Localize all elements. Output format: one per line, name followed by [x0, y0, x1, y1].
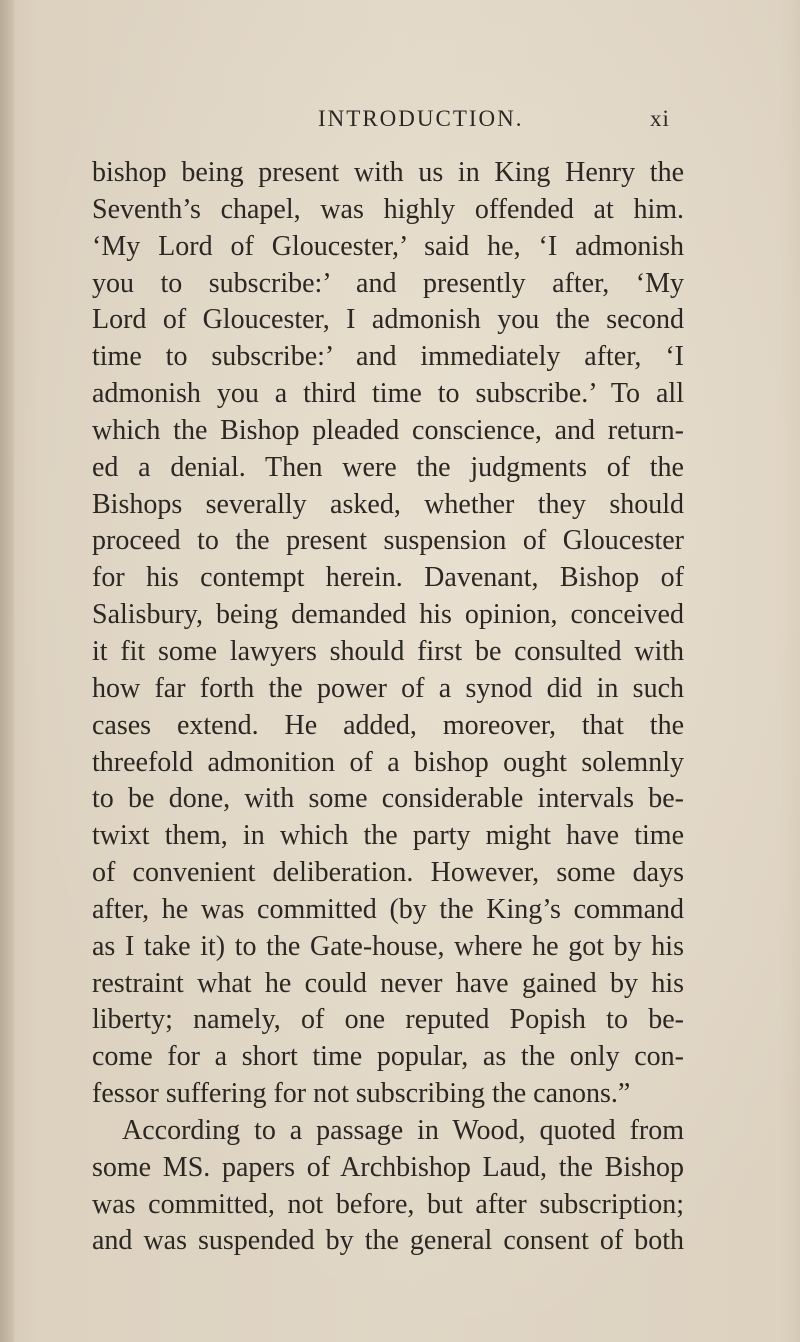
text-line: bishop being present with us in King Henry the: [92, 157, 684, 188]
text-line: you to subscribe:’ and presently after, ‘My: [92, 267, 684, 299]
text-line: as I take it) to the Gate-house, where he got by his: [92, 930, 684, 962]
text-line: time to subscribe:’ and immediately after, ‘I: [92, 341, 684, 373]
text-line: Bishops severally asked, whether they should: [92, 488, 684, 520]
text-line: admonish you a third time to subscribe.’ To all: [92, 378, 684, 410]
page-gutter: [0, 0, 14, 1342]
text-line: and was suspended by the general consent of both: [92, 1225, 684, 1257]
text-line: threefold admonition of a bishop ought solemnly: [92, 746, 684, 778]
text-line: was committed, not before, but after subscription;: [92, 1188, 684, 1220]
text-line: come for a short time popular, as the only con-: [92, 1041, 684, 1073]
text-line: of convenient deliberation. However, some days: [92, 857, 684, 889]
running-title: INTRODUCTION.: [318, 106, 524, 131]
paragraph-start-line: According to a passage in Wood, quoted from: [122, 1114, 684, 1146]
text-line: which the Bishop pleaded conscience, and return-: [92, 414, 684, 446]
text-line: Seventh’s chapel, was highly offended at him.: [92, 193, 684, 225]
paragraph-end-line: fessor suffering for not subscribing the canons.”: [92, 1078, 631, 1110]
text-line: proceed to the present suspension of Gloucester: [92, 525, 684, 557]
text-line: Salisbury, being demanded his opinion, conceived: [92, 599, 684, 631]
text-line: to be done, with some considerable intervals be-: [92, 783, 684, 815]
text-line: how far forth the power of a synod did in such: [92, 672, 684, 704]
text-line: some MS. papers of Archbishop Laud, the Bishop: [92, 1151, 684, 1183]
text-line: ‘My Lord of Gloucester,’ said he, ‘I admonish: [92, 230, 684, 262]
text-line: after, he was committed (by the King’s command: [92, 893, 684, 925]
text-line: for his contempt herein. Davenant, Bishop of: [92, 562, 684, 594]
text-line: ed a denial. Then were the judgments of the: [92, 451, 684, 483]
page-header: [0, 106, 800, 140]
body-text: [92, 155, 684, 1260]
text-line: Lord of Gloucester, I admonish you the second: [92, 304, 684, 336]
text-line: cases extend. He added, moreover, that the: [92, 709, 684, 741]
page-number: xi: [650, 106, 670, 131]
text-line: it fit some lawyers should first be consulted with: [92, 635, 684, 667]
text-line: liberty; namely, of one reputed Popish to be-: [92, 1004, 684, 1036]
text-line: restraint what he could never have gained by his: [92, 967, 684, 999]
text-line: twixt them, in which the party might have time: [92, 820, 684, 852]
